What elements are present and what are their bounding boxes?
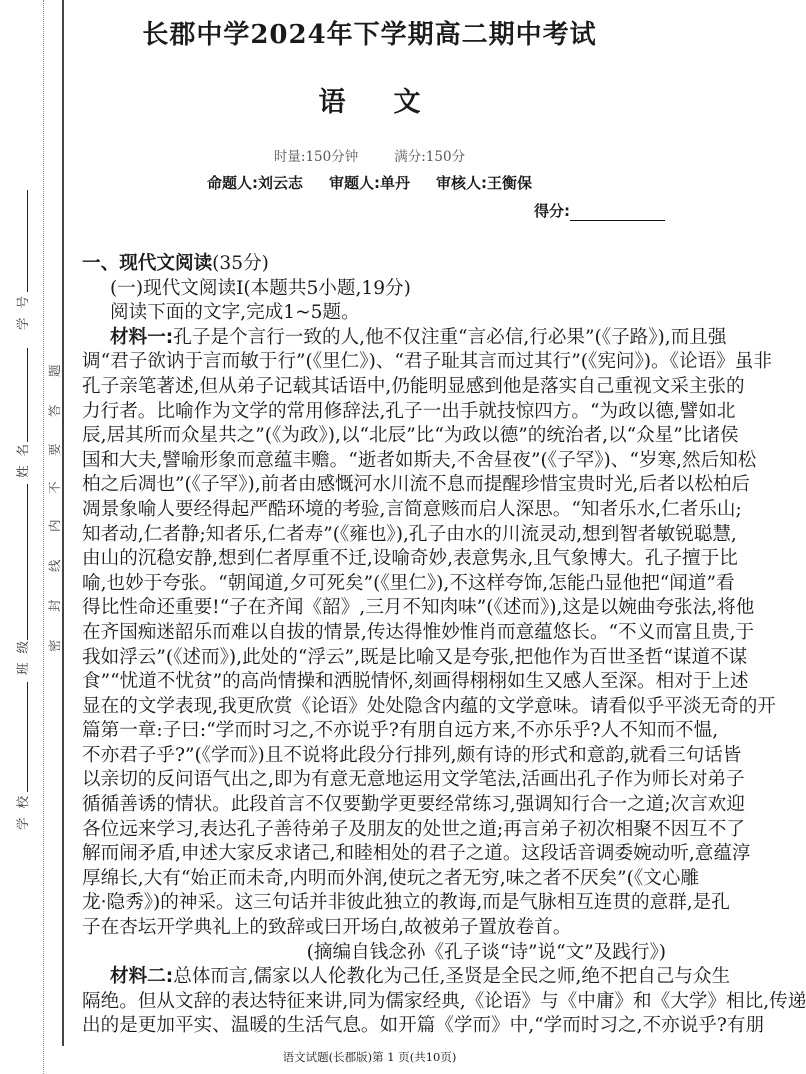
- seal-char: 内: [47, 519, 62, 532]
- line-text: 食”“忧道不忧贫”的高尚情操和洒脱情怀,刻画得栩栩如生又感人至深。相对于上述: [82, 671, 749, 693]
- text-line: [82, 547, 738, 572]
- text-line: [82, 695, 776, 720]
- reviewer: 审题人:单丹: [329, 174, 410, 192]
- subject-title: [60, 80, 679, 119]
- text-line: [82, 572, 735, 597]
- line-text: 孔子是个言行一致的人,他不仅注重“言必信,行必果”(《子路》),而且强: [173, 326, 727, 348]
- line-text: 显在的文学表现,我更欣赏《论语》处处隐含内蕴的文学意味。请看似乎平淡无奇的开: [82, 695, 776, 717]
- exam-authors: [60, 172, 679, 193]
- text-line: [82, 793, 745, 818]
- line-text: (35分): [212, 253, 269, 274]
- student-id-blank[interactable]: [27, 190, 28, 292]
- text-line: [82, 473, 751, 498]
- name-label: 姓名: [15, 434, 30, 478]
- line-text: 厚绵长,大有“始正而未奇,内明而外润,使玩之者无穷,味之者不厌矣”(《文心雕: [82, 867, 700, 889]
- line-text: 篇第一章:子曰:“学而时习之,不亦说乎?有朋自远方来,不亦乐乎?人不知而不愠,: [82, 720, 719, 742]
- line-text: 力行者。比喻作为文学的常用修辞法,孔子一出手就技惊四方。“为政以德,譬如北: [82, 400, 736, 422]
- seal-char: 不: [47, 481, 62, 494]
- line-text: 子在杏坛开学典礼上的致辞或曰开场白,故被弟子置放卷首。: [82, 917, 572, 939]
- name-blank[interactable]: [27, 348, 28, 442]
- seal-char: 题: [47, 364, 62, 377]
- line-text: 得比性命还重要!“子在齐闻《韶》,三月不知肉味”(《述而》),这是以婉曲夸张法,将他: [82, 597, 755, 619]
- line-text: 以亲切的反问语气出之,即为有意无意地运用文学笔法,活画出孔子作为师长对弟子: [82, 769, 745, 791]
- line-text: 喻,也妙于夸张。“朝闻道,夕可死矣”(《里仁》),不这样夸饰,怎能凸显他把“闻道”看: [82, 572, 735, 594]
- class-label: 班级: [15, 631, 30, 675]
- line-text: (摘编自钱念孙《孔子谈“诗”说“文”及践行》): [306, 941, 666, 963]
- score-blank[interactable]: [570, 206, 665, 221]
- line-text: 孔子亲笔著述,但从弟子记载其话语中,仍能明显感到他是落实自己重视文采主张的: [82, 375, 745, 397]
- text-line: [82, 350, 772, 375]
- line-text: 阅读下面的文字,完成1~5题。: [110, 302, 360, 324]
- text-line: [82, 842, 751, 867]
- time-limit: 时量:150分钟: [273, 149, 359, 165]
- text-line: [82, 965, 731, 990]
- text-line: [82, 424, 739, 449]
- line-text: 我如浮云”(《述而》),此处的“浮云”,既是比喻又是夸张,把他作为百世圣哲“谋道不谋: [82, 646, 748, 668]
- text-line: [82, 744, 742, 769]
- text-line: [82, 891, 730, 916]
- line-text: 各位远来学习,表达孔子善待弟子及朋友的处世之道;再言弟子初次相聚不因互不了: [82, 818, 745, 840]
- text-line: [82, 719, 719, 744]
- text-line: [82, 301, 666, 326]
- seal-char: 答: [47, 404, 62, 417]
- page-footer: 语文试题(长郡版)第 1 页(共10页): [282, 1050, 457, 1064]
- section-label: 一、现代文阅读: [82, 253, 213, 274]
- text-line: [82, 768, 745, 793]
- text-line: [82, 523, 737, 548]
- seal-char: 封: [47, 599, 62, 612]
- text-line: [82, 596, 755, 621]
- line-text: 由山的沉稳安静,想到仁者厚重不迁,设喻奇妙,表意隽永,且气象博大。孔子擅于比: [82, 548, 738, 570]
- seal-char: 要: [47, 443, 62, 456]
- school-blank[interactable]: [27, 682, 28, 792]
- line-text: 柏之后凋也”(《子罕》),前者由感慨河水川流不息而提醒珍惜宝贵时光,后者以松柏后: [82, 474, 751, 496]
- class-blank[interactable]: [27, 484, 28, 640]
- subject-char: 文: [393, 87, 421, 118]
- text-line: [82, 867, 700, 892]
- score-label: 得分:: [534, 202, 570, 220]
- full-score: 满分:150分: [394, 149, 466, 165]
- line-text: 辰,居其所而众星共之”(《为政》),以“北辰”比“为政以德”的统治者,以“众星”比诸侯: [82, 425, 739, 447]
- line-text: 凋景象喻人要经得起严酷环境的考验,言简意赅而启人深思。“知者乐水,仁者乐山;: [82, 498, 742, 520]
- line-text: 不亦君子乎?”(《学而》)且不说将此段分行排列,颇有诗的形式和意韵,就看三句话皆: [82, 744, 742, 766]
- line-text: 知者动,仁者静;知者乐,仁者寿”(《雍也》),孔子由水的川流灵动,想到智者敏锐聪慧,: [82, 523, 737, 545]
- text-line: [82, 646, 748, 671]
- school-label: 学校: [15, 786, 30, 830]
- line-text: 国和大夫,譬喻形象而意蕴丰赡。“逝者如斯夫,不舍昼夜”(《子罕》)、“岁寒,然后知松: [82, 449, 757, 471]
- line-text: 解而闹矛盾,申述大家反求诸己,和睦相处的君子之道。这段话音调委婉动听,意蕴淳: [82, 843, 751, 865]
- text-line: [82, 621, 755, 646]
- score-field: [534, 200, 665, 221]
- line-text: 循循善诱的情状。此段首言不仅要勤学更要经常练习,强调知行合一之道;次言欢迎: [82, 794, 745, 816]
- line-text: 总体而言,儒家以人伦教化为己任,圣贤是全民之师,绝不把自己与众生: [173, 966, 731, 988]
- student-id-label: 学号: [15, 286, 30, 330]
- line-text: (一)现代文阅读Ⅰ(本题共5小题,19分): [110, 277, 411, 299]
- text-line: [82, 375, 745, 400]
- reading-passage: [82, 252, 806, 1039]
- text-line: [82, 990, 806, 1015]
- text-line: [82, 252, 666, 277]
- text-line: [82, 916, 666, 941]
- text-line: [82, 1014, 765, 1039]
- text-line: [82, 400, 736, 425]
- text-line: [82, 498, 742, 523]
- text-line: [82, 326, 727, 351]
- line-text: 在齐国痴迷韶乐而难以自拔的情景,传达得惟妙惟肖而意蕴悠长。“不义而富且贵,于: [82, 621, 755, 643]
- text-line: [82, 277, 666, 302]
- text-line: [82, 818, 745, 843]
- seal-char: 密: [47, 639, 62, 652]
- text-line: [82, 670, 749, 695]
- checker: 审核人:王衡保: [436, 174, 532, 192]
- section-label: 材料一:: [110, 326, 174, 348]
- line-text: 出的是更加平实、温暖的生活气息。如开篇《学而》中,“学而时习之,不亦说乎?有朋: [82, 1015, 765, 1037]
- line-text: 调“君子欲讷于言而敏于行”(《里仁》)、“君子耻其言而过其行”(《宪问》)。《论语》虽非: [82, 351, 772, 373]
- line-text: 隔绝。但从文辞的表达特征来讲,同为儒家经典,《论语》与《中庸》和《大学》相比,传递: [82, 990, 806, 1012]
- section-label: 材料二:: [110, 966, 174, 988]
- exam-meta: [60, 145, 679, 165]
- subject-char: 语: [318, 87, 346, 118]
- text-line: [82, 941, 666, 966]
- exam-title: 长郡中学2024年下学期高二期中考试: [142, 20, 597, 50]
- text-line: [82, 449, 757, 474]
- author: 命题人:刘云志: [207, 174, 303, 192]
- seal-char: 线: [47, 559, 62, 572]
- line-text: 龙·隐秀》)的神采。这三句话并非彼此独立的教诲,而是气脉相互连贯的意群,是孔: [82, 892, 730, 914]
